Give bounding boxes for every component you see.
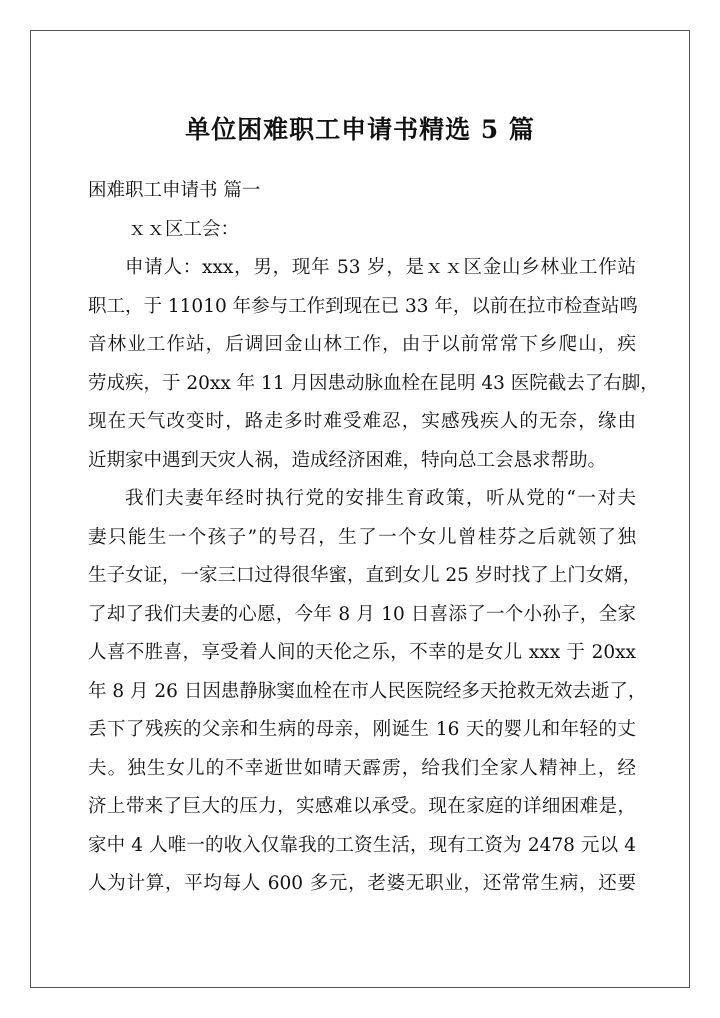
document-body [88,172,659,904]
paragraph-line: 申请人：xxx，男，现年 53 岁，是ｘｘ区金山乡林业工作站 [125,257,636,278]
paragraph-line: 生子女证，一家三口过得很华蜜，直到女儿 25 岁时找了上门女婿， [88,565,642,586]
paragraph-line: 我们夫妻年经时执行党的安排生育政策，听从党的“一对夫 [125,488,636,509]
paragraph-1 [88,249,659,480]
document-title: 单位困难职工申请书精选 5 篇 [185,115,535,144]
section-heading: 困难职工申请书 篇一 [88,180,261,201]
paragraph-line: 现在天气改变时，路走多时难受难忍，实感残疾人的无奈，缘由 [88,411,636,432]
paragraph-line: 了却了我们夫妻的心愿，今年 8 月 10 日喜添了一个小孙子，全家 [88,603,636,625]
paragraph-2 [88,480,647,904]
paragraph-line: 妻只能生一个孩子”的号召，生了一个女儿曾桂芬之后就领了独 [88,526,636,548]
paragraph-line: 夫。独生女儿的不幸逝世如晴天霹雳，给我们全家人精神上，经 [88,757,636,779]
paragraph-line: 音林业工作站，后调回金山林工作，由于以前常常下乡爬山，疾 [88,334,636,355]
paragraph-line: 年 8 月 26 日因患静脉窦血栓在市人民医院经多天抢救无效去逝了， [88,680,647,702]
paragraph-line: 人喜不胜喜，享受着人间的天伦之乐，不幸的是女儿 xxx 于 20xx [88,642,636,663]
paragraph-line: 人为计算，平均每人 600 多元，老婆无职业，还常常生病，还要 [88,873,636,894]
paragraph-line: 职工，于 11010 年参与工作到现在已 33 年，以前在拉市检查站鸣 [88,295,638,317]
paragraph-line: 济上带来了巨大的压力，实感难以承受。现在家庭的详细困难是， [88,796,636,817]
salutation: ｘｘ区工会： [128,218,240,240]
paragraph-line: 近期家中遇到天灾人祸，造成经济困难，特向总工会恳求帮助。 [88,449,607,471]
paragraph-line: 劳成疾，于 20xx 年 11 月因患动脉血栓在昆明 43 医院截去了右脚， [88,372,659,394]
paragraph-line: 丢下了残疾的父亲和生病的母亲，刚诞生 16 天的婴儿和年轻的丈 [88,719,636,740]
paragraph-line: 家中 4 人唯一的收入仅靠我的工资生活，现有工资为 2478 元以 4 [88,834,636,856]
